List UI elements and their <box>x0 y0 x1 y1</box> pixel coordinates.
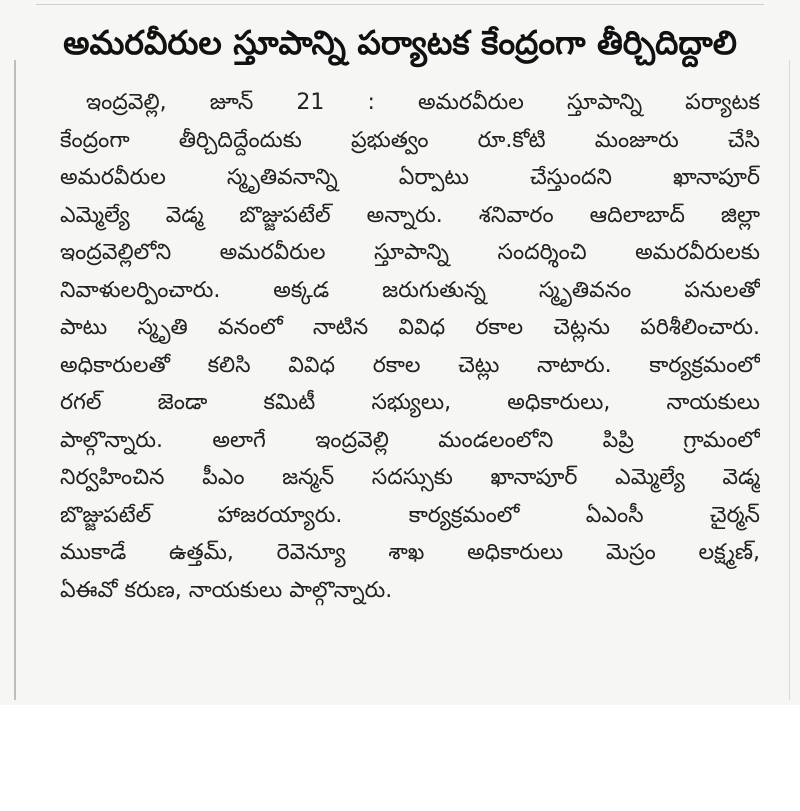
article-line-14: ఏఈవో కరుణ, నాయకులు పాల్గొన్నారు. <box>60 577 393 603</box>
article-line-5: ఇంద్రవెల్లిలోని అమరవీరుల స్తూపాన్ని సందర్శించి అమరవీరులకు <box>60 240 760 265</box>
article-line-6: నివాళులర్పించారు. అక్కడ జరుగుతున్న స్మృతివనం పనులతో <box>60 277 760 303</box>
top-rule <box>36 4 764 5</box>
article-line-1: ఇంద్రవెల్లి, జూన్ 21 : అమరవీరుల స్తూపాన్ని పర్యాటక <box>86 90 760 115</box>
left-column-rule <box>14 60 16 700</box>
article-line-10: పాల్గొన్నారు. అలాగే ఇంద్రవెల్లి మండలంలోని పిప్రి గ్రామంలో <box>60 427 760 453</box>
article-line-3: అమరవీరుల స్మృతివనాన్ని ఏర్పాటు చేస్తుందని ఖానాపూర్ <box>60 165 760 190</box>
article-line-8: అధికారులతో కలిసి వివిధ రకాల చెట్లు నాటారు. కార్యక్రమంలో <box>60 352 760 378</box>
article-headline: అమరవీరుల స్తూపాన్ని పర్యాటక కేంద్రంగా తీర్చిదిద్దాలి <box>63 23 737 62</box>
article-line-9: రగల్ జెండా కమిటీ సభ్యులు, అధికారులు, నాయకులు <box>60 390 760 415</box>
article-line-2: కేంద్రంగా తీర్చిదిద్దేందుకు ప్రభుత్వం రూ.కోటి మంజూరు చేసి <box>60 127 760 153</box>
right-column-rule <box>789 60 790 700</box>
article-line-7: పాటు స్మృతి వనంలో నాటిన వివిధ రకాల చెట్లను పరిశీలించారు. <box>60 315 760 340</box>
article-line-11: నిర్వహించిన పీఎం జన్మన్ సదస్సుకు ఖానాపూర్ ఎమ్మెల్యే వెడ్మ <box>60 465 760 490</box>
article-line-13: ముకాడే ఉత్తమ్, రెవెన్యూ శాఖ అధికారులు మెస్రం లక్ష్మణ్, <box>60 540 760 565</box>
article-line-4: ఎమ్మెల్యే వెడ్మ బొజ్జుపటేల్ అన్నారు. శనివారం ఆదిలాబాద్ జిల్లా <box>60 202 760 228</box>
article-line-12: బొజ్జుపటేల్ హాజరయ్యారు. కార్యక్రమంలో ఏఎంసీ చైర్మన్ <box>60 502 760 528</box>
article-body <box>60 84 760 609</box>
